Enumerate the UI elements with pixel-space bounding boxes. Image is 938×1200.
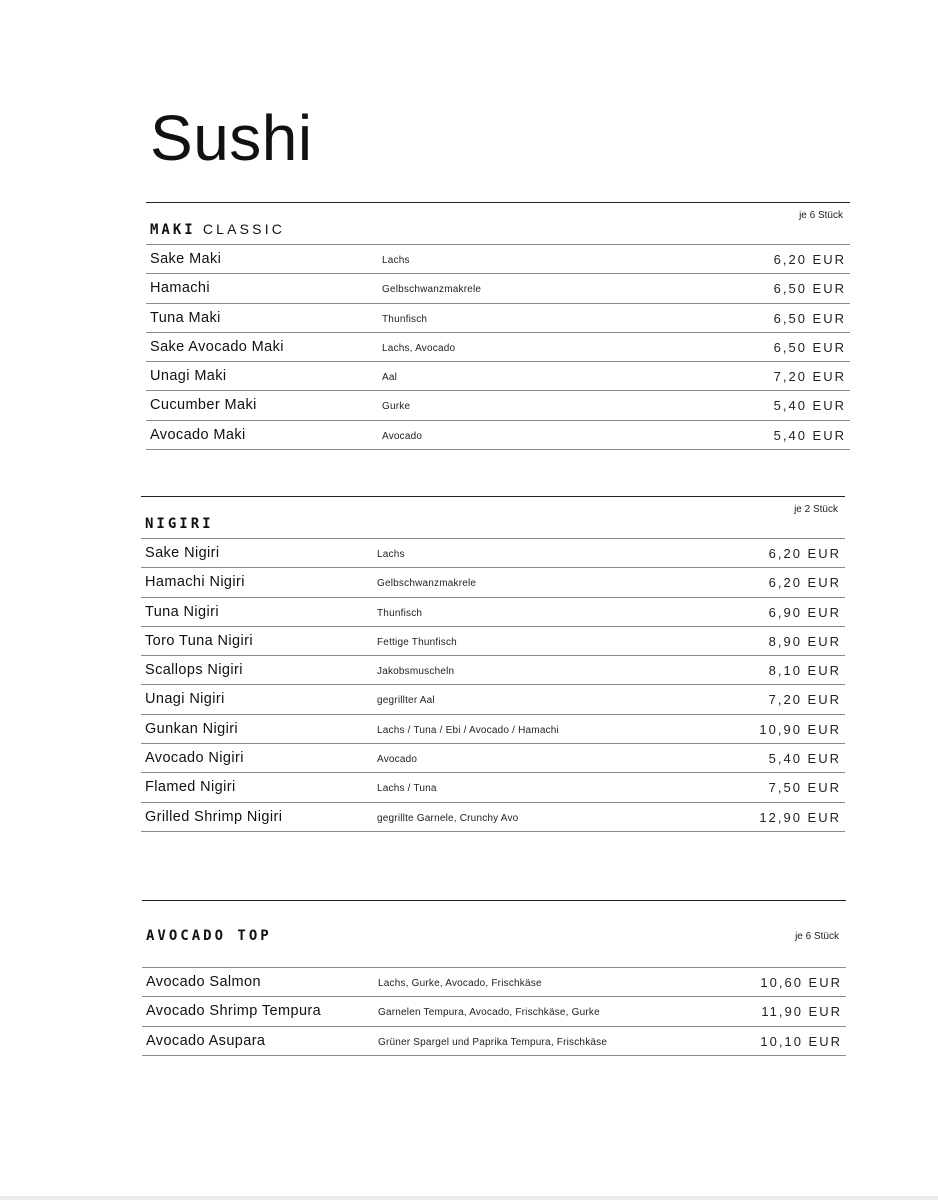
menu-item-price: 5,40 EUR (773, 398, 846, 414)
item-list (146, 245, 850, 450)
menu-item-name: Grilled Shrimp Nigiri (145, 808, 283, 825)
menu-item-row (146, 333, 850, 362)
menu-item-description: Grüner Spargel und Paprika Tempura, Frischkäse (378, 1036, 608, 1048)
menu-item-price: 6,20 EUR (768, 546, 841, 561)
menu-item-description: gegrillte Garnele, Crunchy Avo (377, 812, 519, 824)
menu-item-row (141, 715, 845, 744)
menu-item-description: Gurke (382, 401, 411, 413)
menu-item-name: Toro Tuna Nigiri (145, 632, 253, 649)
menu-item-description: Lachs (382, 255, 410, 266)
menu-item-row (141, 685, 845, 714)
menu-item-description: Lachs (377, 549, 405, 560)
menu-item-description: Fettige Thunfisch (377, 636, 457, 648)
page-bottom-edge (0, 1196, 938, 1200)
section-title (145, 515, 214, 532)
menu-item-row (141, 598, 845, 627)
menu-item-row (146, 245, 850, 274)
menu-item-name: Unagi Maki (150, 368, 227, 385)
section-maki-classic (146, 202, 850, 443)
menu-item-price: 6,50 EUR (773, 281, 846, 297)
menu-item-description: Thunfisch (382, 313, 428, 325)
menu-item-price: 8,10 EUR (768, 663, 841, 679)
menu-item-name: Cucumber Maki (150, 397, 257, 414)
menu-item-name: Unagi Nigiri (145, 691, 225, 708)
menu-item-price: 6,50 EUR (773, 310, 846, 326)
menu-item-row (146, 274, 850, 303)
menu-item-description: Avocado (377, 754, 418, 766)
menu-item-name: Avocado Salmon (146, 974, 261, 990)
section-note: je 2 Stück (794, 504, 838, 515)
menu-item-description: Avocado (382, 430, 423, 442)
menu-item-price: 6,90 EUR (768, 604, 841, 620)
menu-item-price: 11,90 EUR (761, 1004, 842, 1020)
menu-item-row (141, 539, 845, 568)
menu-item-row (146, 362, 850, 391)
menu-item-name: Sake Nigiri (145, 545, 220, 561)
menu-item-price: 10,60 EUR (760, 975, 842, 990)
item-list (141, 539, 845, 832)
section-title-light: CLASSIC (202, 221, 286, 237)
menu-item-description: Thunfisch (377, 607, 423, 619)
menu-item-price: 6,20 EUR (768, 575, 841, 591)
menu-item-description: Garnelen Tempura, Avocado, Frischkäse, Gurke (378, 1007, 600, 1019)
menu-item-description: Lachs, Gurke, Avocado, Frischkäse (378, 978, 542, 989)
menu-item-row (146, 391, 850, 420)
page-title: Sushi (150, 102, 313, 174)
section-note: je 6 Stück (795, 931, 839, 942)
menu-item-name: Hamachi (150, 280, 211, 297)
menu-item-name: Sake Maki (150, 251, 222, 267)
menu-item-name: Avocado Asupara (146, 1032, 266, 1049)
menu-item-row (141, 627, 845, 656)
section-title-bold: NIGIRI (145, 516, 214, 532)
section-title-bold: AVOCADO TOP (146, 928, 272, 944)
menu-item-name: Tuna Nigiri (145, 603, 219, 620)
menu-item-row (142, 997, 846, 1026)
menu-item-row (146, 304, 850, 333)
menu-item-row (142, 1027, 846, 1056)
menu-item-price: 10,90 EUR (759, 721, 841, 737)
section-title (150, 221, 285, 238)
item-list (142, 968, 846, 1056)
menu-item-description: Gelbschwanzmakrele (377, 578, 477, 590)
menu-item-name: Gunkan Nigiri (145, 720, 239, 737)
menu-item-description: gegrillter Aal (377, 695, 435, 707)
menu-item-name: Avocado Maki (150, 426, 246, 443)
menu-item-price: 12,90 EUR (759, 809, 841, 825)
section-nigiri (141, 496, 845, 825)
menu-item-row (141, 803, 845, 832)
menu-item-row (142, 968, 846, 997)
menu-item-name: Hamachi Nigiri (145, 574, 245, 591)
menu-item-row (141, 656, 845, 685)
menu-item-description: Lachs / Tuna / Ebi / Avocado / Hamachi (377, 724, 559, 736)
menu-item-row (141, 568, 845, 597)
menu-item-description: Gelbschwanzmakrele (382, 284, 482, 296)
menu-item-price: 5,40 EUR (773, 427, 846, 443)
menu-item-price: 10,10 EUR (760, 1033, 842, 1049)
menu-item-description: Lachs, Avocado (382, 342, 456, 354)
menu-item-price: 7,20 EUR (773, 369, 846, 385)
menu-item-description: Aal (382, 372, 398, 384)
menu-item-description: Jakobsmuscheln (377, 666, 455, 678)
menu-item-name: Tuna Maki (150, 309, 221, 326)
section-note: je 6 Stück (799, 210, 843, 221)
menu-item-price: 7,20 EUR (768, 692, 841, 708)
menu-item-name: Sake Avocado Maki (150, 338, 284, 355)
menu-item-price: 7,50 EUR (768, 780, 841, 796)
menu-item-description: Lachs / Tuna (377, 783, 437, 795)
menu-item-name: Flamed Nigiri (145, 779, 236, 796)
section-title-bold: MAKI (150, 222, 196, 238)
menu-item-price: 6,20 EUR (773, 252, 846, 267)
menu-item-name: Avocado Shrimp Tempura (146, 1003, 322, 1020)
menu-item-price: 5,40 EUR (768, 751, 841, 767)
section-title (146, 927, 272, 944)
menu-item-name: Scallops Nigiri (145, 662, 243, 679)
menu-item-row (141, 744, 845, 773)
menu-item-row (146, 421, 850, 450)
menu-item-name: Avocado Nigiri (145, 750, 244, 767)
menu-item-price: 6,50 EUR (773, 339, 846, 355)
menu-item-price: 8,90 EUR (768, 633, 841, 649)
section-avocado-top (142, 900, 846, 1049)
menu-item-row (141, 773, 845, 802)
